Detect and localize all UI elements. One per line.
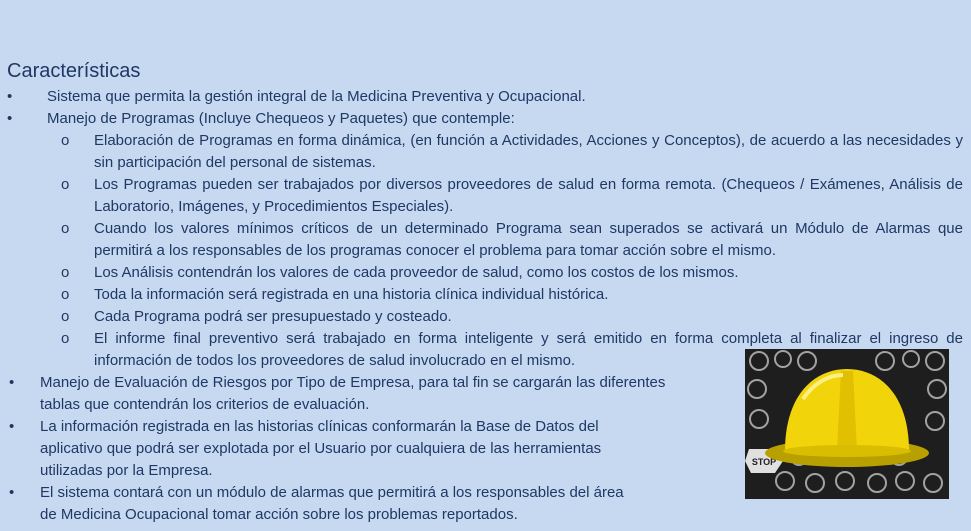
sub-text: Los Programas pueden ser trabajados por diversos proveedores de salud en forma remota. (Chequeos / Exámenes, Análisis de Laboratorio, Imágenes, y Procedimientos Especiales). xyxy=(94,176,963,215)
bullet-line: utilizadas por la Empresa. xyxy=(40,462,213,479)
hard-hat-icon xyxy=(745,349,949,499)
bullet-marker: • xyxy=(7,110,13,127)
sub-text: Elaboración de Programas en forma dinámica, (en función a Actividades, Acciones y Conceptos), de acuerdo a las necesidades y sin participación del personal de sistemas. xyxy=(94,132,963,171)
bullet-marker: • xyxy=(9,418,15,435)
sub-item xyxy=(0,130,971,174)
sub-text: El informe final preventivo será trabajado en forma inteligente y será emitido en forma completa al finalizar el ingreso de información de todos los proveedores de salud involucrado en el mismo. xyxy=(94,330,963,369)
sub-marker: o xyxy=(61,308,70,325)
bullet-line: aplicativo que podrá ser explotada por el Usuario por cualquiera de las herramientas xyxy=(40,440,602,457)
sub-marker: o xyxy=(61,176,70,193)
sub-marker: o xyxy=(61,132,70,149)
hard-hat-image xyxy=(745,349,949,499)
sub-item xyxy=(0,174,971,218)
sub-item xyxy=(0,262,971,284)
sub-marker: o xyxy=(61,220,70,237)
sub-item xyxy=(0,306,971,328)
sub-marker: o xyxy=(61,286,70,303)
bullet-line: La información registrada en las historias clínicas conformarán la Base de Datos del xyxy=(40,418,599,435)
stop-sign-text: STOP xyxy=(751,457,777,467)
sub-text: Toda la información será registrada en una historia clínica individual histórica. xyxy=(94,286,609,303)
bullet-marker: • xyxy=(9,374,15,391)
bullet-item xyxy=(0,86,971,108)
sub-text: Cuando los valores mínimos críticos de un determinado Programa sean superados se activará un Módulo de Alarmas que permitirá a los responsables de los programas conocer el problema para tomar acción sobre el mismo. xyxy=(94,220,963,259)
bullet-line: El sistema contará con un módulo de alarmas que permitirá a los responsables del área xyxy=(40,484,624,501)
bullet-line: tablas que contendrán los criterios de evaluación. xyxy=(40,396,370,413)
sub-text: Los Análisis contendrán los valores de cada proveedor de salud, como los costos de los mismos. xyxy=(94,264,739,281)
sub-marker: o xyxy=(61,264,70,281)
sub-marker: o xyxy=(61,330,70,347)
bullet-marker: • xyxy=(9,484,15,501)
sub-item xyxy=(0,284,971,306)
bullet-text: Manejo de Programas (Incluye Chequeos y Paquetes) que contemple: xyxy=(47,110,515,127)
sub-item xyxy=(0,218,971,262)
sub-text: Cada Programa podrá ser presupuestado y costeado. xyxy=(94,308,452,325)
bullet-marker: • xyxy=(7,88,13,105)
bullet-line: Manejo de Evaluación de Riesgos por Tipo de Empresa, para tal fin se cargarán las diferentes xyxy=(40,374,666,391)
bullet-text: Sistema que permita la gestión integral de la Medicina Preventiva y Ocupacional. xyxy=(47,88,586,105)
page-title: Características xyxy=(7,60,141,82)
bullet-item xyxy=(0,108,971,130)
bullet-line: de Medicina Ocupacional tomar acción sobre los problemas reportados. xyxy=(40,506,518,523)
